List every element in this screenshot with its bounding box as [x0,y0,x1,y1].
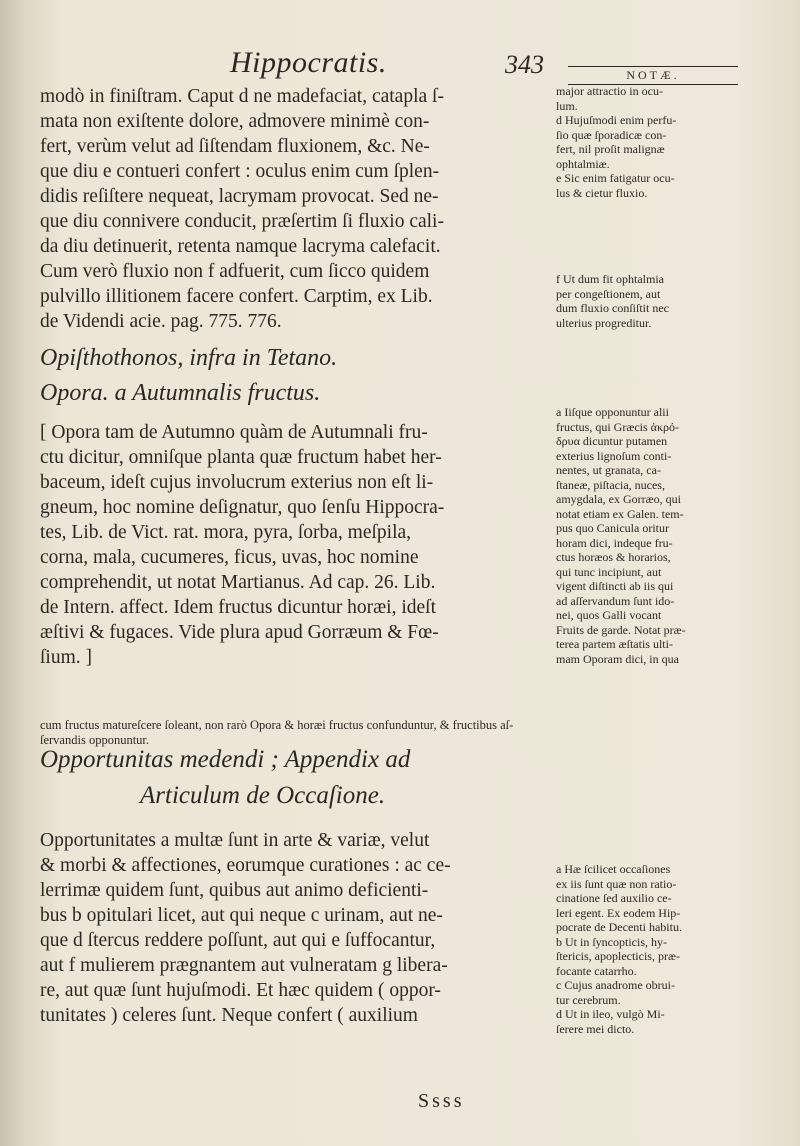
text-line: baceum, ideſt cujus involucrum exterius non eſt li- [40,472,434,493]
note-line: ſtaneæ, piſtacia, nuces, [556,477,665,492]
note-line: fert, nil proſit malignæ [556,142,665,156]
note-line: b Ut in ſyncopticis, hy- [556,934,667,949]
note-line: amygdala, ex Gorræo, qui [556,492,681,506]
paragraph-opportunitates [40,828,550,1028]
note-line: cinatione ſed auxilio ce- [556,891,672,905]
text-line: [ Opora tam de Autumno quàm de Autumnali fru- [40,422,428,443]
note-line: notat etiam ex Galen. tem- [556,506,684,521]
text-line: modò in finiſtram. Caput d ne madefaciat, catapla ſ- [40,86,444,107]
note-line: nentes, ut granata, ca- [556,463,661,477]
note-line: ex iis ſunt quæ non ratio- [556,876,677,891]
note-line: lus & cietur fluxio. [556,185,648,200]
note-line: cum fructus matureſcere ſoleant, non rarò Opora & horæi fructus confunduntur, & fructibus aſ- [40,718,514,732]
text-line: corna, mala, cucumeres, ficus, uvas, hoc nomine [40,547,419,568]
note-line: d Hujuſmodi enim perfu- [556,113,677,127]
note-line: mam Oporam dici, in qua [556,651,679,666]
text-line: ſium. ] [40,647,92,668]
text-line: tunitates ) celeres ſunt. Neque confert ( auxilium [40,1005,418,1026]
note-line: lum. [556,98,578,113]
note-line: fructus, qui Græcis ἀκρό- [556,419,679,434]
text-line: Opportunitates a multæ ſunt in arte & variæ, velut [40,830,430,851]
note-line: e Sic enim fatigatur ocu- [556,171,675,185]
note-line: δρυα dicuntur putamen [556,434,668,448]
text-line: re, aut quæ ſunt hujuſmodi. Et hæc quidem ( oppor- [40,980,441,1001]
note-line: tur cerebrum. [556,992,621,1007]
note-line: c Cujus anadrome obrui- [556,978,675,992]
note-line: per congeſtionem, aut [556,286,661,301]
note-line: ſio quæ ſporadicæ con- [556,127,667,142]
section-title-occasione: Articulum de Occaſione. [140,782,386,809]
note-line: exterius lignoſum conti- [556,448,672,463]
note-line: leri egent. Ex eodem Hip- [556,905,681,920]
footnote-f [556,272,790,330]
paragraph-videndi [40,84,550,334]
note-line: qui tunc incipiunt, aut [556,564,662,579]
page-number: 343 [505,50,544,79]
note-line: a Iiſque opponuntur alii [556,405,669,419]
paragraph-opora [40,420,550,670]
text-line: aut f mulierem prægnantem aut vulneratam g libera- [40,955,448,976]
text-line: da diu detinuerit, retenta namque lacryma calefacit. [40,236,441,257]
text-line: æſtivi & fugaces. Vide plura apud Gorræum & Fœ- [40,622,439,643]
text-line: que diu connivere conducit, præſertim ſi fluxio cali- [40,211,444,232]
lemma-opora: Opora. a Autumnalis fructus. [40,380,321,406]
note-line: nei, quos Galli vocant [556,608,662,622]
note-line: ſerere mei dicto. [556,1021,635,1036]
note-line: ophtalmiæ. [556,156,610,171]
note-line: ſtericis, apoplecticis, præ- [556,949,680,963]
note-line: terea partem æſtatis ulti- [556,637,673,651]
text-line: que d ſtercus reddere poſſunt, aut qui e ſuffocantur, [40,930,436,951]
footnote-a-continuation [40,718,780,748]
text-line: Cum verò fluxio non f adfuerit, cum ſicco quidem [40,261,430,282]
footnote-a-opora [556,405,790,666]
text-line: de Intern. affect. Idem fructus dicuntur horæi, ideſt [40,597,437,618]
note-line: ad aſſervandum ſunt ido- [556,593,675,608]
text-line: & morbi & affectiones, eorumque curationes : ac ce- [40,855,451,876]
note-line: pocrate de Decenti habitu. [556,920,682,934]
note-line: d Ut in ileo, vulgò Mi- [556,1007,665,1021]
signature-mark: Ssss [418,1090,465,1112]
note-line: f Ut dum fit ophtalmia [556,272,664,286]
running-title: Hippocratis. [230,46,387,79]
note-line: dum fluxio conſiſtit nec [556,301,669,315]
main-text-column [40,84,550,1028]
text-line: comprehendit, ut notat Martianus. Ad cap. 26. Lib. [40,572,436,593]
note-line: focante catarrho. [556,963,637,978]
text-line: tes, Lib. de Vict. rat. mora, pyra, ſorba, meſpila, [40,522,412,543]
note-line: ſervandis opponuntur. [40,733,150,747]
text-line: gneum, hoc nomine deſignatur, quo ſenſu Hippocra- [40,497,445,518]
note-line: vigent diſtincti ab iis qui [556,579,674,593]
note-line: pus quo Canicula oritur [556,521,669,535]
lemma-opisthotonos: Opiſthothonos, infra in Tetano. [40,345,338,371]
footnotes-top [556,84,790,200]
note-line: ctus horæos & horarios, [556,550,671,564]
text-line: de Videndi acie. pag. 775. 776. [40,311,282,332]
text-line: fert, verùm velut ad ſiſtendam fluxionem, &c. Ne- [40,136,430,157]
note-line: a Hæ ſcilicet occaſiones [556,862,671,876]
text-line: mata non exiſtente dolore, admovere minimè con- [40,111,430,132]
note-line: horam dici, indeque fru- [556,535,673,550]
page-header [0,44,800,84]
notes-heading: NOTÆ. [568,66,738,85]
text-line: pulvillo illitionem facere confert. Carptim, ex Lib. [40,286,433,307]
note-line: Fruits de garde. Notat præ- [556,622,686,637]
note-line: major attractio in ocu- [556,84,663,98]
text-line: bus b opitulari licet, aut qui neque c urinam, aut ne- [40,905,443,926]
section-title-opportunitas: Opportunitas medendi ; Appendix ad [40,746,411,773]
text-line: lerrimæ quidem ſunt, quibus aut animo deficienti- [40,880,429,901]
footnotes-bottom [556,862,790,1036]
text-line: didis reſiſtere nequeat, lacrymam provocat. Sed ne- [40,186,439,207]
text-line: ctu dicitur, omniſque planta quæ fructum habet her- [40,447,442,468]
text-line: que diu e contueri confert : oculus enim cum ſplen- [40,161,440,182]
note-line: ulterius progreditur. [556,315,652,330]
